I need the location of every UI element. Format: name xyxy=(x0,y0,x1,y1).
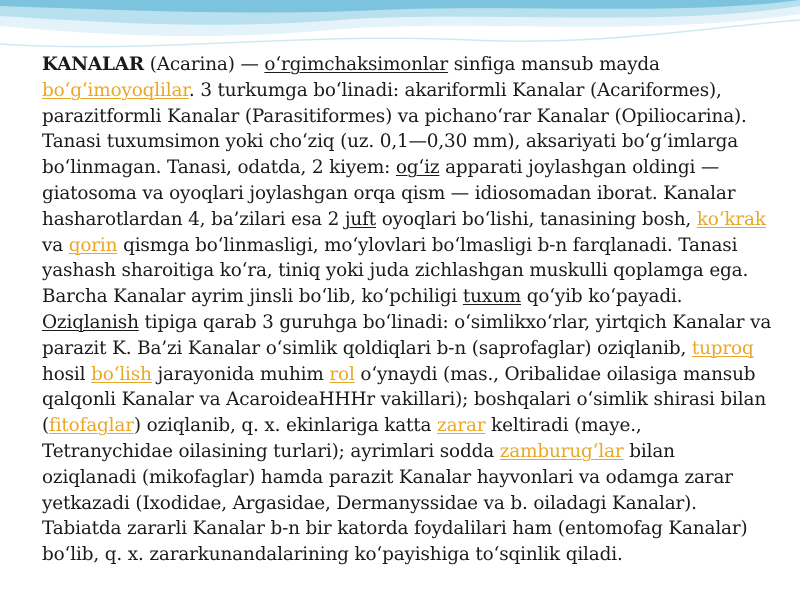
text-run: ) oziqlanib, q. x. ekinlariga katta xyxy=(133,415,438,437)
article-paragraph xyxy=(42,52,772,568)
text-run: va xyxy=(42,234,69,256)
link-ogiz[interactable]: og‘iz xyxy=(395,157,440,179)
text-run: oyoqlari bo‘lishi, tanasining bosh, xyxy=(376,208,697,230)
link-tuxum[interactable]: tuxum xyxy=(462,286,521,308)
article-body xyxy=(42,52,772,568)
text-run: (Acarina) — xyxy=(144,54,265,75)
link-qorin[interactable]: qorin xyxy=(68,234,118,256)
text-run: bilan oziqlanadi (mikofaglar) hamda parazit Kanalar hayvonlari va odamga zarar yetkazadi (Ixodidae, Argasidae, Dermanyssidae va b. oiladagi Kanalar). Tabiatda zararli Kanalar b-n bir katorda foydalilari ham (entomofag Kanalar) bo‘lib, q. x. zararkunandalarining ko‘payishiga to‘sqinlik qiladi. xyxy=(42,440,748,566)
text-run: apparati joylashgan oldingi — giatosoma va oyoqlari joylashgan orqa qism — idiosomadan iborat. Kanalar hasharotlardan 4, ba’zilari esa 2 xyxy=(42,157,736,230)
link-bogimoyoqlilar[interactable]: bo‘g‘imoyoqlilar xyxy=(42,79,189,101)
text-run: hosil xyxy=(42,363,92,385)
text-run: qismga bo‘linmasligi, mo‘ylovlari bo‘lmasligi b-n farqlanadi. Tanasi yashash sharoitiga ko‘ra, tiniq yoki juda zichlashgan muskulli qoplamga ega. Barcha Kanalar ayrim jinsli bo‘lib, ko‘pchiligi xyxy=(42,234,749,308)
link-oziqlanish[interactable]: Oziqlanish xyxy=(42,311,139,333)
text-run: tipiga qarab 3 guruhga bo‘linadi: o‘simlikxo‘rlar, yirtqich Kanalar va parazit K. Ba’zi Kanalar o‘simlik qoldiqlari b-n (saprofaglar) oziqlanib, xyxy=(42,311,772,359)
link-bolish[interactable]: bo‘lish xyxy=(91,363,152,385)
link-orgimchaksimonlar[interactable]: o‘rgimchaksimonlar xyxy=(264,54,449,75)
link-rol[interactable]: rol xyxy=(329,363,355,385)
article-headword: KANALAR xyxy=(42,54,145,75)
link-tuproq[interactable]: tuproq xyxy=(691,337,754,359)
text-run: keltiradi (maye., Tetranychidae oilasining turlari); ayrimlari sodda xyxy=(42,415,642,462)
text-run: qo‘yib ko‘payadi. xyxy=(521,286,683,308)
link-juft[interactable]: juft xyxy=(344,208,377,230)
text-run: jarayonida muhim xyxy=(151,363,330,385)
link-kokrak[interactable]: ko‘krak xyxy=(696,208,766,230)
text-run: . 3 turkumga bo‘linadi: akariformli Kanalar (Acariformes), parazitformli Kanalar (Parasitiformes) va pichano‘rar Kanalar (Opiliocarina). Tanasi tuxumsimon yoki cho‘ziq (uz. 0,1—0,30 mm), aksariyati bo‘g‘imlarga bo‘linmagan. Tanasi, odatda, 2 kiyem: xyxy=(42,79,747,179)
text-run: sinfiga mansub mayda xyxy=(448,54,660,75)
link-fitofaglar[interactable]: fitofaglar xyxy=(49,415,134,437)
link-zamburuglar[interactable]: zamburug‘lar xyxy=(499,440,624,462)
header-wave-decoration xyxy=(0,0,800,60)
link-zarar[interactable]: zarar xyxy=(437,415,486,437)
text-run: o‘ynaydi (mas., Oribalidae oilasiga mansub qalqonli Kanalar va AcaroideaHHHr vakillari); boshqalari o‘simlik shirasi bilan ( xyxy=(42,363,767,437)
